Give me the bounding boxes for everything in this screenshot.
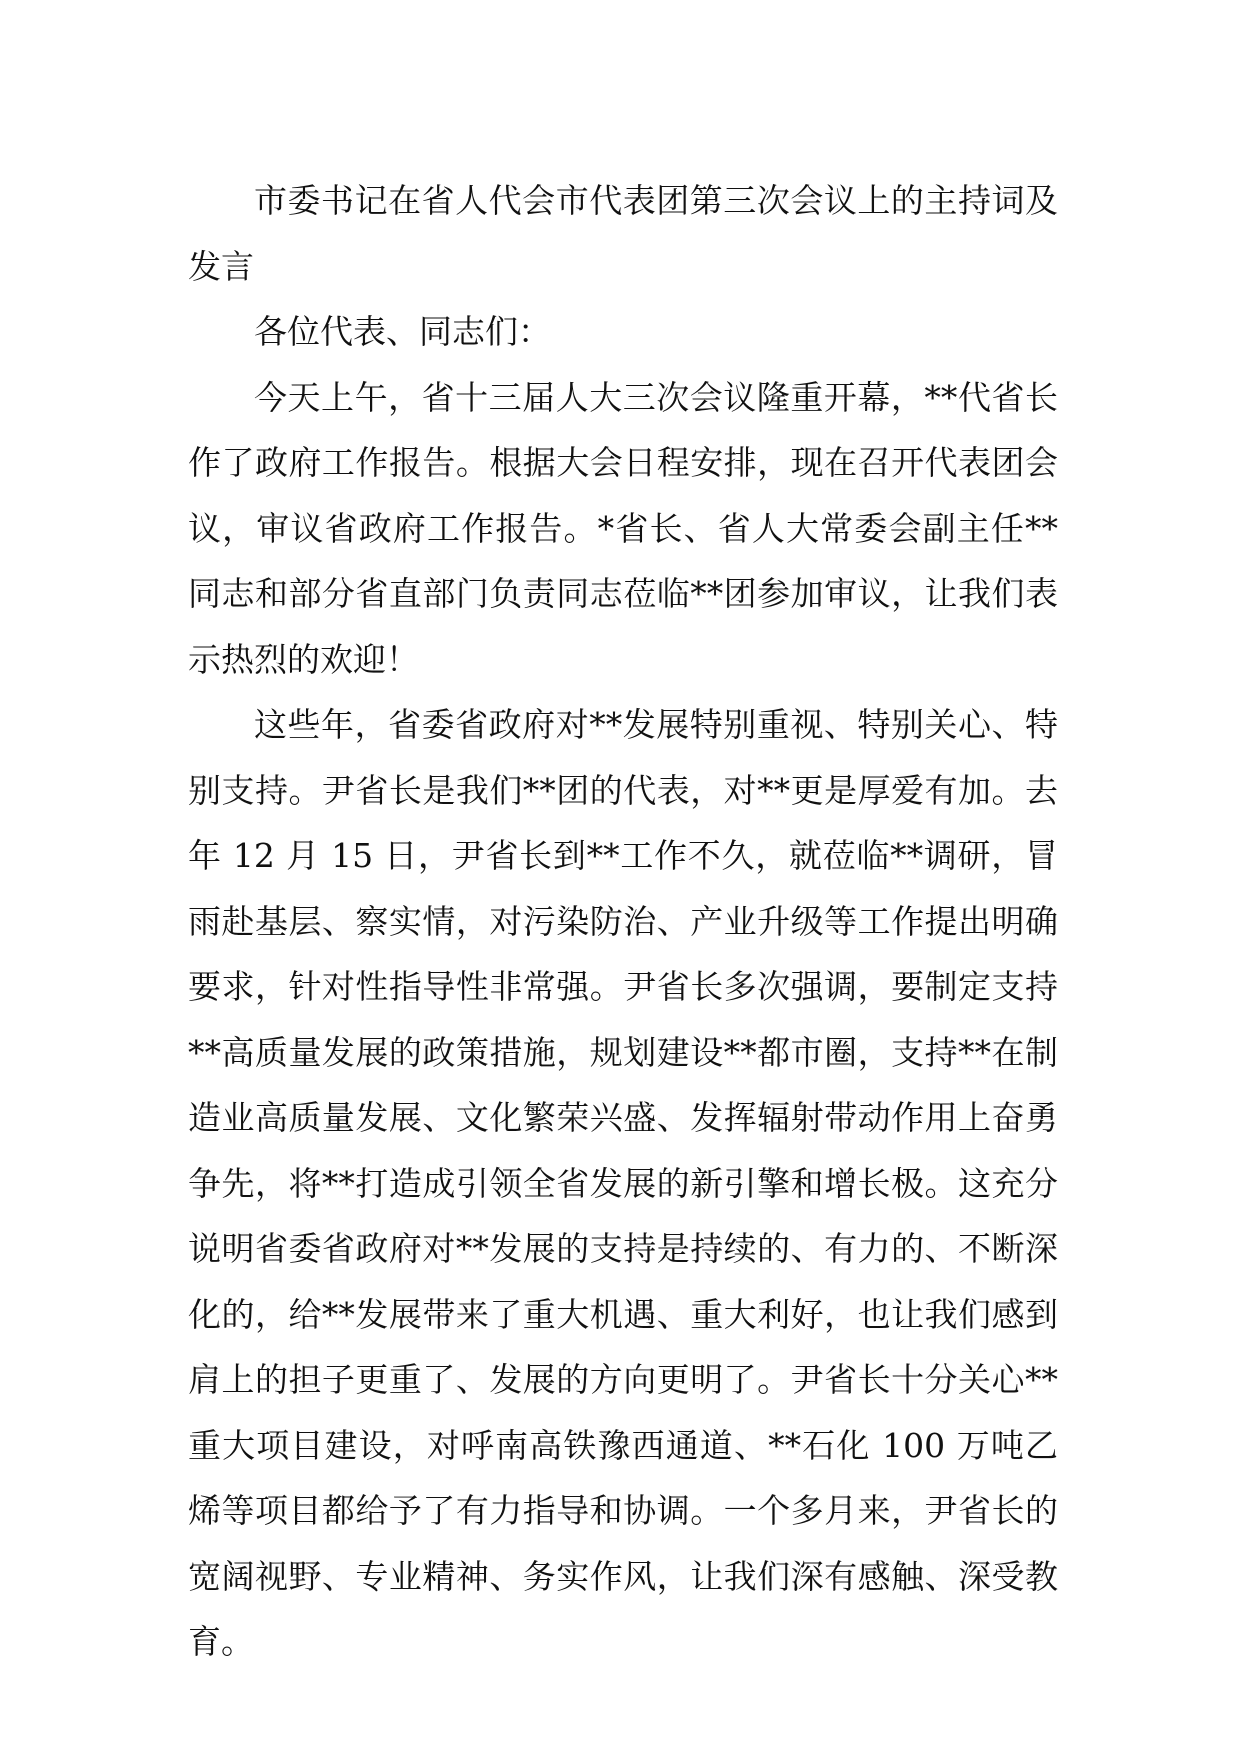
paragraph-opening: 今天上午，省十三届人大三次会议隆重开幕，**代省长作了政府工作报告。根据大会日程安排，现在召开代表团会议，审议省政府工作报告。*省长、省人大常委会副主任**同志和部分省直部门负责同志莅临**团参加审议，让我们表示热烈的欢迎！ xyxy=(188,377,1058,679)
paragraph-support: 这些年，省委省政府对**发展特别重视、特别关心、特别支持。尹省长是我们**团的代表，对**更是厚爱有加。去年 12 月 15 日，尹省长到**工作不久，就莅临**调研，冒雨赴基层、察实情，对污染防治、产业升级等工作提出明确要求，针对性指导性非常强。尹省长多次强调，要制定支持**高质量发展的政策措施，规划建设**都市圈，支持**在制造业高质量发展、文化繁荣兴盛、发挥辐射带动作用上奋勇争先，将**打造成引领全省发展的新引擎和增长极。这充分说明省委省政府对**发展的支持是持续的、有力的、不断深化的，给**发展带来了重大机遇、重大利好，也让我们感到肩上的担子更重了、发展的方向更明了。尹省长十分关心**重大项目建设，对呼南高铁豫西通道、**石化 100 万吨乙烯等项目都给予了有力指导和协调。一个多月来，尹省长的宽阔视野、专业精神、务实作风，让我们深有感触、深受教育。 xyxy=(188,705,1058,1661)
salutation: 各位代表、同志们： xyxy=(254,312,551,351)
document-title: 市委书记在省人代会市代表团第三次会议上的主持词及发言 xyxy=(188,181,1058,286)
document-body xyxy=(188,168,1058,1675)
